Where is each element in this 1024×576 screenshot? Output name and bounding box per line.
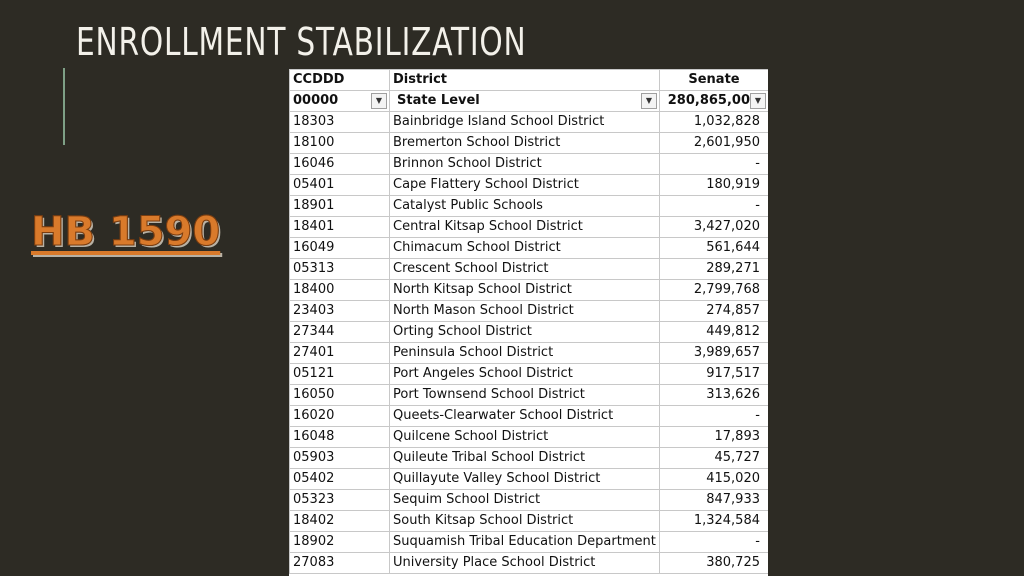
cell-senate: -: [660, 406, 769, 427]
cell-ccddd: 16048: [290, 427, 390, 448]
cell-ccddd: 18402: [290, 511, 390, 532]
table-row: [290, 175, 769, 196]
table-row: [290, 364, 769, 385]
table-row: [290, 490, 769, 511]
cell-senate: 847,933: [660, 490, 769, 511]
cell-ccddd: 16020: [290, 406, 390, 427]
table-row: [290, 259, 769, 280]
table-row: [290, 343, 769, 364]
table-row: [290, 511, 769, 532]
cell-ccddd: 18902: [290, 532, 390, 553]
table-row: [290, 322, 769, 343]
cell-district: Port Angeles School District: [390, 364, 660, 385]
enrollment-table: [289, 69, 768, 574]
cell-senate: 274,857: [660, 301, 769, 322]
cell-district: Peninsula School District: [390, 343, 660, 364]
cell-district: Bainbridge Island School District: [390, 112, 660, 133]
cell-district: Orting School District: [390, 322, 660, 343]
cell-senate: 45,727: [660, 448, 769, 469]
table-row: [290, 154, 769, 175]
cell-senate: 2,601,950: [660, 133, 769, 154]
cell-district: Sequim School District: [390, 490, 660, 511]
table-row: [290, 280, 769, 301]
filter-row: [290, 91, 769, 112]
cell-senate: 1,324,584: [660, 511, 769, 532]
cell-senate: 449,812: [660, 322, 769, 343]
cell-senate: 2,799,768: [660, 280, 769, 301]
header-ccddd: CCDDD: [290, 70, 390, 91]
cell-district: North Mason School District: [390, 301, 660, 322]
filter-senate-value: 280,865,00: [667, 93, 750, 108]
header-district: District: [390, 70, 660, 91]
cell-district: Bremerton School District: [390, 133, 660, 154]
cell-ccddd: 18100: [290, 133, 390, 154]
header-senate: Senate: [660, 70, 769, 91]
cell-senate: 380,725: [660, 553, 769, 574]
table-row: [290, 427, 769, 448]
cell-ccddd: 05323: [290, 490, 390, 511]
cell-district: Quileute Tribal School District: [390, 448, 660, 469]
table-row: [290, 301, 769, 322]
cell-district: North Kitsap School District: [390, 280, 660, 301]
cell-senate: 289,271: [660, 259, 769, 280]
spreadsheet-excerpt: [289, 69, 768, 576]
cell-district: Suquamish Tribal Education Department: [390, 532, 660, 553]
cell-senate: -: [660, 532, 769, 553]
cell-senate: -: [660, 196, 769, 217]
cell-district: South Kitsap School District: [390, 511, 660, 532]
cell-ccddd: 05121: [290, 364, 390, 385]
cell-ccddd: 16049: [290, 238, 390, 259]
cell-ccddd: 23403: [290, 301, 390, 322]
cell-senate: 3,427,020: [660, 217, 769, 238]
cell-ccddd: 16046: [290, 154, 390, 175]
table-row: [290, 133, 769, 154]
filter-icon[interactable]: ▼: [641, 93, 657, 109]
cell-district: Queets-Clearwater School District: [390, 406, 660, 427]
table-row: [290, 553, 769, 574]
cell-senate: 17,893: [660, 427, 769, 448]
cell-ccddd: 18401: [290, 217, 390, 238]
cell-ccddd: 16050: [290, 385, 390, 406]
cell-senate: 415,020: [660, 469, 769, 490]
cell-district: Brinnon School District: [390, 154, 660, 175]
table-header-row: [290, 70, 769, 91]
cell-district: Crescent School District: [390, 259, 660, 280]
cell-district: Quilcene School District: [390, 427, 660, 448]
table-row: [290, 469, 769, 490]
cell-ccddd: 05402: [290, 469, 390, 490]
table-row: [290, 196, 769, 217]
cell-ccddd: 05313: [290, 259, 390, 280]
cell-district: Chimacum School District: [390, 238, 660, 259]
cell-district: Cape Flattery School District: [390, 175, 660, 196]
cell-ccddd: 27083: [290, 553, 390, 574]
cell-senate: 3,989,657: [660, 343, 769, 364]
cell-senate: 180,919: [660, 175, 769, 196]
dropdown-arrow-icon[interactable]: ▼: [750, 93, 766, 109]
filter-code-value: 00000: [293, 93, 339, 108]
cell-ccddd: 27401: [290, 343, 390, 364]
table-row: [290, 238, 769, 259]
filter-senate-cell[interactable]: [660, 91, 769, 112]
cell-district: Catalyst Public Schools: [390, 196, 660, 217]
cell-ccddd: 18303: [290, 112, 390, 133]
table-row: [290, 385, 769, 406]
cell-senate: -: [660, 154, 769, 175]
cell-district: Central Kitsap School District: [390, 217, 660, 238]
table-row: [290, 448, 769, 469]
bill-label: HB 1590: [31, 209, 221, 255]
dropdown-arrow-icon[interactable]: ▼: [371, 93, 387, 109]
table-row: [290, 406, 769, 427]
cell-ccddd: 05903: [290, 448, 390, 469]
cell-district: University Place School District: [390, 553, 660, 574]
cell-ccddd: 27344: [290, 322, 390, 343]
filter-district-value: State Level: [397, 93, 480, 108]
cell-senate: 917,517: [660, 364, 769, 385]
filter-district-cell[interactable]: [390, 91, 660, 112]
table-row: [290, 217, 769, 238]
table-row: [290, 532, 769, 553]
cell-ccddd: 05401: [290, 175, 390, 196]
filter-code-cell[interactable]: [290, 91, 390, 112]
cell-district: Port Townsend School District: [390, 385, 660, 406]
accent-line: [63, 68, 65, 145]
cell-senate: 313,626: [660, 385, 769, 406]
cell-senate: 1,032,828: [660, 112, 769, 133]
cell-ccddd: 18400: [290, 280, 390, 301]
cell-senate: 561,644: [660, 238, 769, 259]
cell-ccddd: 18901: [290, 196, 390, 217]
slide-title: ENROLLMENT STABILIZATION: [76, 20, 527, 64]
table-row: [290, 112, 769, 133]
cell-district: Quillayute Valley School District: [390, 469, 660, 490]
